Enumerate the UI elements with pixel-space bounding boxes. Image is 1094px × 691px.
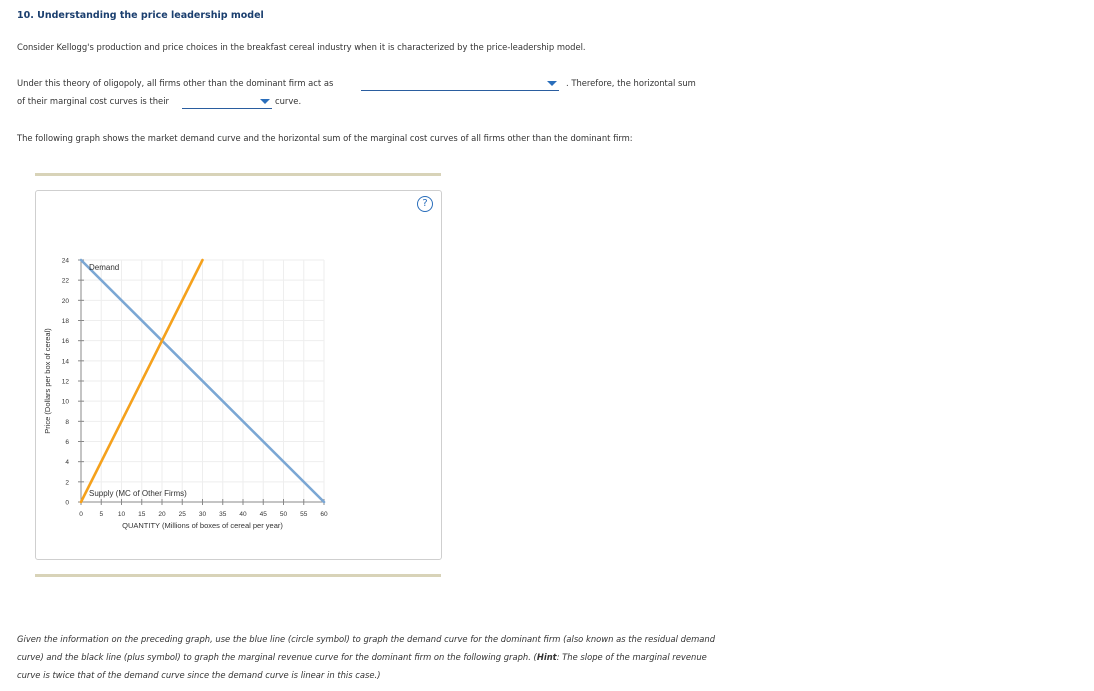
page-title: 10. Understanding the price leadership model — [17, 10, 264, 21]
x-tick-label: 10 — [117, 511, 126, 518]
chart-axes — [78, 260, 324, 505]
y-tick-label: 10 — [61, 398, 69, 406]
question-line1-text: Under this theory of oligopoly, all firms other than the dominant firm act as — [17, 78, 334, 88]
instructions-part1: Given the information on the preceding graph, use the blue line (circle symbol) to graph the demand curve for the dominant firm (also known as the residual demand curve) and the black line (plus symbol) to graph the marginal revenue curve for the dominant firm on the following graph. ( — [17, 634, 716, 662]
y-tick-label: 16 — [61, 338, 69, 346]
question-line1-after: . Therefore, the horizontal sum — [566, 78, 696, 88]
market-chart — [35, 190, 440, 558]
intro-text: Consider Kellogg's production and price choices in the breakfast cereal industry when it is characterized by the price-leadership model. — [17, 42, 586, 52]
x-tick-label: 50 — [279, 511, 288, 518]
question-line2-after: curve. — [275, 96, 302, 106]
x-tick-label: 20 — [158, 511, 166, 518]
x-tick-label: 55 — [300, 511, 308, 518]
y-tick-label: 18 — [61, 318, 69, 325]
x-tick-label: 5 — [99, 511, 104, 518]
y-tick-label: 24 — [61, 257, 69, 265]
question-line2-text: of their marginal cost curves is their — [17, 96, 169, 106]
supply-label: Supply (MC of Other Firms) — [89, 489, 187, 498]
x-tick-label: 60 — [320, 511, 328, 518]
x-tick-label: 25 — [178, 511, 186, 518]
x-tick-label: 35 — [219, 511, 227, 518]
x-tick-label: 40 — [239, 511, 247, 518]
y-tick-label: 12 — [61, 378, 69, 386]
y-tick-label: 22 — [61, 277, 69, 285]
x-tick-label: 0 — [79, 511, 83, 518]
demand-label: Demand — [89, 263, 120, 272]
help-icon[interactable]: ? — [417, 196, 433, 212]
chart-labels — [43, 258, 328, 531]
y-tick-label: 8 — [65, 418, 69, 426]
y-tick-label: 2 — [65, 479, 69, 487]
y-axis-label: Price (Dollars per box of cereal) — [43, 328, 52, 434]
x-axis-label: QUANTITY (Millions of boxes of cereal per year) — [122, 521, 283, 530]
instructions-text — [17, 630, 717, 684]
divider-top — [35, 173, 441, 176]
chevron-down-icon — [547, 81, 557, 86]
x-tick-label: 45 — [259, 511, 267, 518]
divider-bottom — [35, 574, 441, 577]
y-tick-label: 4 — [65, 459, 69, 467]
y-tick-label: 6 — [65, 439, 69, 446]
y-tick-label: 20 — [61, 297, 69, 305]
instructions-part2: : The slope of the marginal revenue curve is twice that of the demand curve since the demand curve is linear in this case.) — [17, 652, 707, 680]
y-tick-label: 14 — [61, 358, 69, 366]
y-tick-label: 0 — [65, 499, 69, 507]
x-tick-label: 15 — [138, 511, 146, 518]
curve-type-dropdown[interactable] — [182, 96, 272, 109]
firm-behavior-dropdown[interactable] — [361, 78, 559, 91]
graph-intro-text: The following graph shows the market demand curve and the horizontal sum of the marginal cost curves of all firms other than the dominant firm: — [17, 133, 633, 143]
x-tick-label: 30 — [198, 511, 207, 518]
chevron-down-icon — [260, 99, 270, 104]
hint-label: Hint — [536, 652, 557, 662]
